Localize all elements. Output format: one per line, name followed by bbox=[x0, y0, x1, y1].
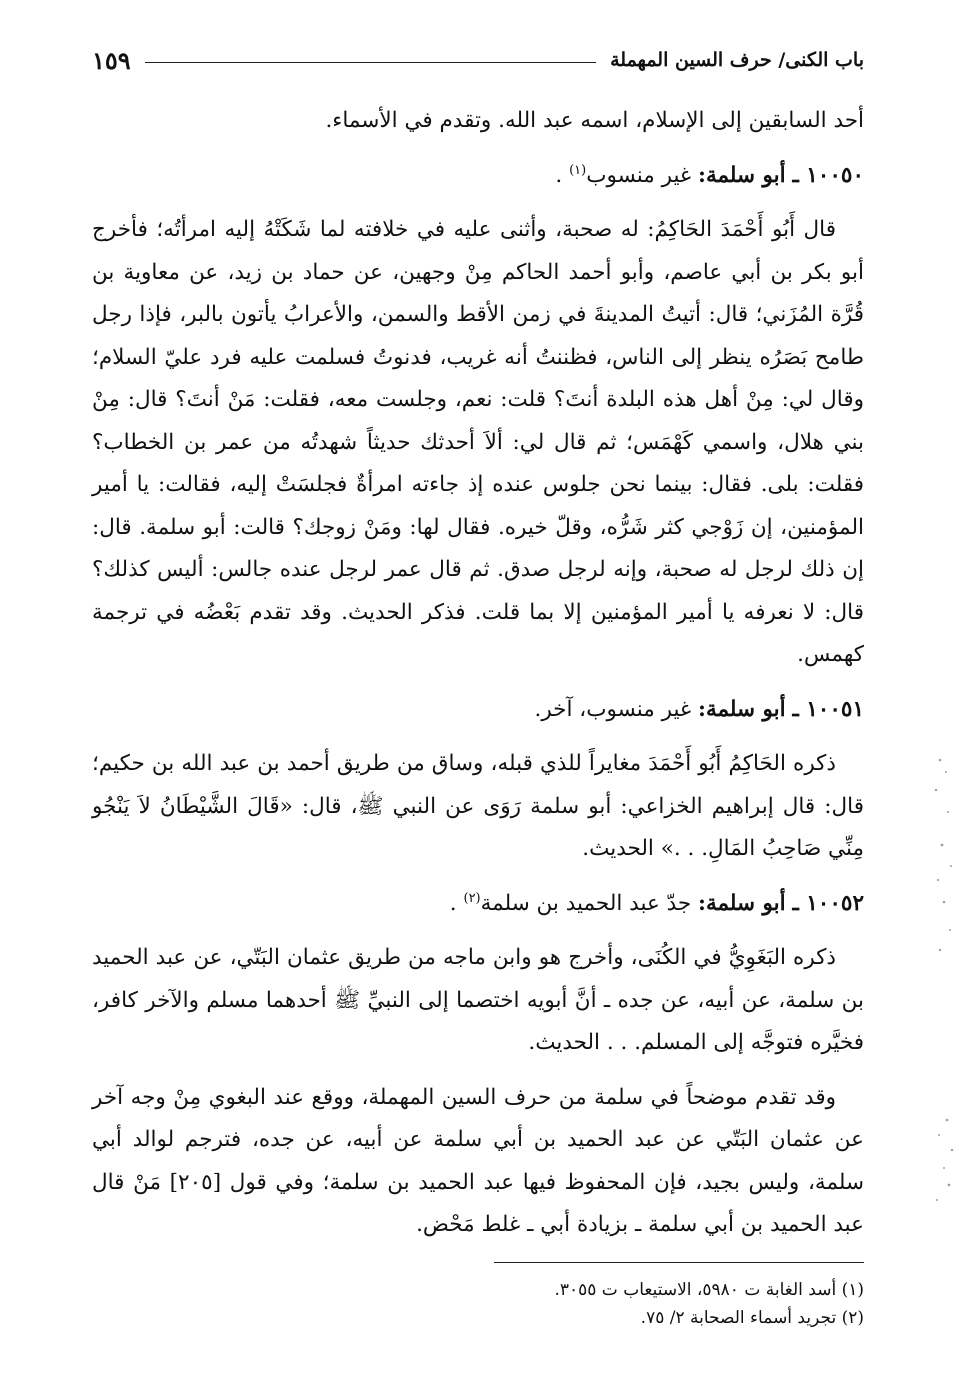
paragraph-continuation: أحد السابقين إلى الإسلام، اسمه عبد الله. وتقدم في الأسماء. bbox=[325, 108, 864, 133]
paragraph-10052-continued: وقد تقدم موضحاً في سلمة من حرف السين المهملة، ووقع عند البغوي مِنْ وجه آخر عن عثمان البَتّي عن عبد الحميد بن أبي سلمة عن أبيه، عن جده، فترجم لوالد أبي سلمة، وليس بجيد، فإن المحفوظ فيها عبد الحميد بن سلمة؛ وفي قول [٢٠٥] مَنْ قال عبد الحميد بن أبي سلمة ـ بزيادة أبي ـ غلط مَحْض. bbox=[92, 1084, 865, 1237]
header-rule bbox=[145, 62, 596, 63]
entry-heading-10050 bbox=[92, 155, 864, 198]
entry-description: جدّ عبد الحميد بن سلمة bbox=[480, 890, 692, 916]
body-text bbox=[92, 100, 864, 1247]
footnotes bbox=[92, 1276, 864, 1332]
entry-name: أبو سلمة: bbox=[698, 696, 786, 722]
footnote-ref[interactable]: (٢) bbox=[463, 890, 481, 906]
entry-number: ١٠٠٥١ ـ bbox=[792, 696, 864, 722]
footnote-2: (٢) تجريد أسماء الصحابة ٢/ ٧٥. bbox=[640, 1308, 864, 1328]
entry-name: أبو سلمة: bbox=[698, 162, 786, 188]
page-number: ١٥٩ bbox=[92, 45, 131, 75]
entry-heading-10052 bbox=[92, 883, 864, 926]
paragraph-10052: ذكره البَغَوِيُّ في الكُنَى، وأخرج هو وابن ماجه من طريق عثمان البَتّي، عن عبد الحميد بن سلمة، عن أبيه، عن جده ـ أنَّ أبويه اختصما إلى النبيِّ ﷺ أحدهما مسلم والآخر كافر، فخيَّره فتوجَّه إلى المسلم. . . الحديث. bbox=[92, 945, 864, 1055]
paragraph-10051: ذكره الحَاكِمُ أَبُو أَحْمَدَ مغايراً للذي قبله، وساق من طريق أحمد بن عبد الله بن حكيم؛ قال: قال إبراهيم الخزاعي: أبو سلمة رَوَى عن النبي ﷺ، قال: «قَالَ الشَّيْطَانُ لاَ يَنْجُو مِنِّي صَاحِبُ المَالِ. . .» الحديث. bbox=[92, 751, 864, 861]
chapter-title: باب الكنى/ حرف السين المهملة bbox=[610, 49, 864, 71]
entry-description: غير منسوب، آخر. bbox=[534, 696, 692, 722]
footnote-1: (١) أسد الغابة ت ٥٩٨٠، الاستيعاب ت ٣٠٥٥. bbox=[554, 1280, 864, 1300]
entry-name: أبو سلمة: bbox=[698, 890, 786, 916]
entry-number: ١٠٠٥٠ ـ bbox=[792, 162, 864, 188]
entry-number: ١٠٠٥٢ ـ bbox=[792, 890, 864, 916]
paragraph-10050: قال أَبُو أَحْمَدَ الحَاكِمُ: له صحبة، وأثنى عليه في خلافته لما شَكَتْهُ إليه امرأتُه؛ فأخرج أبو بكر بن أبي عاصم، وأبو أحمد الحاكم مِنْ وجهين، عن حماد بن زيد، عن معاوية بن قُرَّة المُزَني؛ قال: أتيتُ المدينةَ في زمن الأقط والسمن، والأعرابُ يأتون بالبر، فإذا رجل طامح بَصَرُه ينظر إلى الناس، فظننتُ أنه غريب، فدنوتُ فسلمت عليه فرد عليّ السلام؛ وقال لي: مِنْ أهل هذه البلدة أنتَ؟ قلت: نعم، وجلست معه، فقلت: مَنْ أنتَ؟ قال: مِنْ بني هلال، واسمي كَهْمَس؛ ثم قال لي: ألاَ أحدثك حديثاً شهدتُه من عمر بن الخطاب؟ فقلت: بلى. فقال: بينما نحن جلوس عنده إذ جاءته امرأةٌ فجلسَتْ إليه، فقالت: يا أمير المؤمنين، إن زَوْجي كثر شَرُّه، وقلّ خيره. فقال لها: ومَنْ زوجك؟ قالت: أبو سلمة. قال: إن ذلك لرجل له صحبة، وإنه لرجل صدق. ثم قال عمر لرجل عنده جالس: أليس كذلك؟ قال: لا نعرفه يا أمير المؤمنين إلا بما قلت. فذكر الحديث. وقد تقدم بَعْضُه في ترجمة كهمس. bbox=[92, 217, 864, 667]
footnote-ref[interactable]: (١) bbox=[569, 162, 587, 178]
running-header bbox=[92, 38, 864, 82]
entry-heading-10051 bbox=[92, 689, 864, 732]
entry-end: . bbox=[449, 890, 457, 916]
entry-description: غير منسوب bbox=[586, 162, 692, 188]
footnote-rule bbox=[494, 1262, 864, 1263]
entry-end: . bbox=[555, 162, 563, 188]
